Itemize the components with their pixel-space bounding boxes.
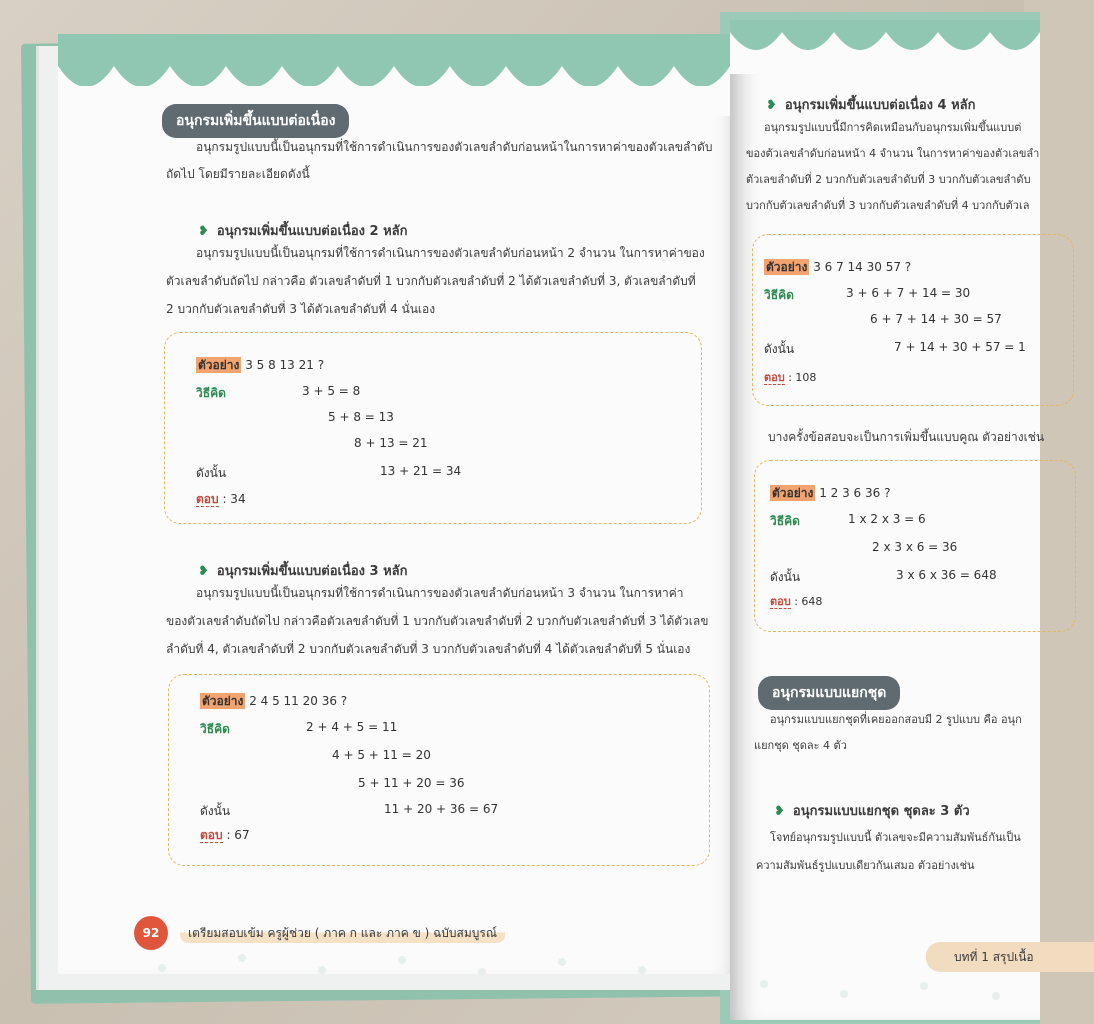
- step: 5 + 8 = 13: [328, 410, 394, 424]
- split-intro-2: แยกชุด ชุดละ 4 ตัว: [754, 739, 847, 752]
- sub4-line-1: อนุกรมรูปแบบนี้มีการคิดเหมือนกับอนุกรมเพิ่มขึ้นแบบต่: [764, 121, 1022, 134]
- sub3-line-2: ของตัวเลขลำดับถัดไป กล่าวคือตัวเลขลำดับที่ 1 บวกกับตัวเลขลำดับที่ 2 บวกกับตัวเลขลำดับที่ 3 ได้ตัวเลข: [166, 614, 709, 628]
- step: 4 + 5 + 11 = 20: [332, 748, 431, 762]
- sub2-line-3: 2 บวกกับตัวเลขลำดับที่ 3 ได้ตัวเลขลำดับที่ 4 นั่นเอง: [166, 302, 436, 316]
- sub3-line-3: ลำดับที่ 4, ตัวเลขลำดับที่ 2 บวกกับตัวเลขลำดับที่ 3 บวกกับตัวเลขลำดับที่ 4 ได้ตัวเลขลำดับที่ 5 นั่นเอง: [166, 642, 691, 656]
- answer-row: ตอบ : 108: [764, 371, 817, 384]
- so-label: ดังนั้น: [200, 804, 231, 818]
- sub4-line-3: ตัวเลขลำดับที่ 2 บวกกับตัวเลขลำดับที่ 3 บวกกับตัวเลขลำดับ: [746, 173, 1031, 186]
- page-number: 92: [134, 916, 168, 950]
- subsection-split3-title: ❥ อนุกรมแบบแยกชุด ชุดละ 3 ตัว: [774, 804, 970, 819]
- step: 7 + 14 + 30 + 57 = 1: [894, 340, 1026, 354]
- sub3-line-1: อนุกรมรูปแบบนี้เป็นอนุกรมที่ใช้การดำเนินการของตัวเลขลำดับก่อนหน้า 3 จำนวน ในการหาค่า: [196, 586, 684, 600]
- example-row: ตัวอย่าง 3 6 7 14 30 57 ?: [766, 260, 912, 274]
- step: 2 x 3 x 6 = 36: [872, 540, 958, 554]
- sub4-line-4: บวกกับตัวเลขลำดับที่ 3 บวกกับตัวเลขลำดับที่ 4 บวกกับตัวเล: [746, 199, 1030, 212]
- split3-line-1: โจทย์อนุกรมรูปแบบนี้ ตัวเลขจะมีความสัมพันธ์กันเป็น: [770, 831, 1021, 844]
- heart-icon: ❥: [766, 98, 777, 113]
- sub2-line-2: ตัวเลขลำดับถัดไป กล่าวคือ ตัวเลขลำดับที่ 1 บวกกับตัวเลขลำดับที่ 2 ได้ตัวเลขลำดับที่ 3, ตัวเลขลำดับที่: [166, 274, 696, 288]
- step: 13 + 21 = 34: [380, 464, 462, 478]
- step: 3 + 6 + 7 + 14 = 30: [846, 286, 971, 300]
- scallop-border: [730, 24, 1040, 74]
- step: 5 + 11 + 20 = 36: [358, 776, 465, 790]
- step: 11 + 20 + 36 = 67: [384, 802, 499, 816]
- example-row: ตัวอย่าง 3 5 8 13 21 ?: [198, 358, 325, 372]
- chapter-label: บทที่ 1 สรุปเนื้อ: [926, 942, 1094, 972]
- step: 1 x 2 x 3 = 6: [848, 512, 926, 526]
- split-intro-1: อนุกรมแบบแยกชุดที่เคยออกสอบมี 2 รูปแบบ คือ อนุก: [770, 713, 1022, 726]
- subsection-2-title: ❥ อนุกรมเพิ่มขึ้นแบบต่อเนื่อง 2 หลัก: [198, 224, 408, 239]
- left-page: [58, 34, 738, 974]
- step: 2 + 4 + 5 = 11: [306, 720, 398, 734]
- scallop-border: [58, 56, 738, 116]
- right-page: [730, 20, 1045, 1020]
- example-row: ตัวอย่าง 1 2 3 6 36 ?: [772, 486, 891, 500]
- sub2-line-1: อนุกรมรูปแบบนี้เป็นอนุกรมที่ใช้การดำเนินการของตัวเลขลำดับก่อนหน้า 2 จำนวน ในการหาค่าของ: [196, 246, 705, 260]
- so-label: ดังนั้น: [764, 342, 795, 356]
- answer-row: ตอบ : 648: [770, 595, 823, 608]
- step: 3 + 5 = 8: [302, 384, 361, 398]
- so-label: ดังนั้น: [770, 570, 801, 584]
- split3-line-2: ความสัมพันธ์รูปแบบเดียวกันเสมอ ตัวอย่างเช่น: [756, 859, 975, 872]
- method-label: วิธีคิด: [764, 288, 794, 302]
- answer-row: ตอบ : 34: [196, 492, 246, 506]
- intro-line-2: ถัดไป โดยมีรายละเอียดดังนี้: [166, 167, 310, 181]
- step: 8 + 13 = 21: [354, 436, 428, 450]
- method-label: วิธีคิด: [770, 514, 800, 528]
- so-label: ดังนั้น: [196, 466, 227, 480]
- step: 6 + 7 + 14 + 30 = 57: [870, 312, 1002, 326]
- heart-icon: ❥: [198, 224, 209, 239]
- method-label: วิธีคิด: [200, 722, 230, 736]
- heart-icon: ❥: [774, 804, 785, 819]
- step: 3 x 6 x 36 = 648: [896, 568, 997, 582]
- section-title-split: อนุกรมแบบแยกชุด: [758, 676, 900, 710]
- sub4-line-2: ของตัวเลขลำดับก่อนหน้า 4 จำนวน ในการหาค่าของตัวเลขลำ: [746, 147, 1040, 160]
- section-title: อนุกรมเพิ่มขึ้นแบบต่อเนื่อง: [162, 104, 349, 138]
- heart-icon: ❥: [198, 564, 209, 579]
- method-label: วิธีคิด: [196, 386, 226, 400]
- footer-book-title: เตรียมสอบเข้ม ครูผู้ช่วย ( ภาค ก และ ภาค ข ) ฉบับสมบูรณ์: [180, 924, 505, 943]
- subsection-4-title: ❥ อนุกรมเพิ่มขึ้นแบบต่อเนื่อง 4 หลัก: [766, 98, 976, 113]
- example-row: ตัวอย่าง 2 4 5 11 20 36 ?: [202, 694, 348, 708]
- intro-line-1: อนุกรมรูปแบบนี้เป็นอนุกรมที่ใช้การดำเนินการของตัวเลขลำดับก่อนหน้าในการหาค่าของตัวเลขลำดับ: [196, 140, 713, 154]
- multiply-note: บางครั้งข้อสอบจะเป็นการเพิ่มขึ้นแบบคูณ ตัวอย่างเช่น: [768, 430, 1045, 444]
- subsection-3-title: ❥ อนุกรมเพิ่มขึ้นแบบต่อเนื่อง 3 หลัก: [198, 564, 408, 579]
- answer-row: ตอบ : 67: [200, 828, 250, 842]
